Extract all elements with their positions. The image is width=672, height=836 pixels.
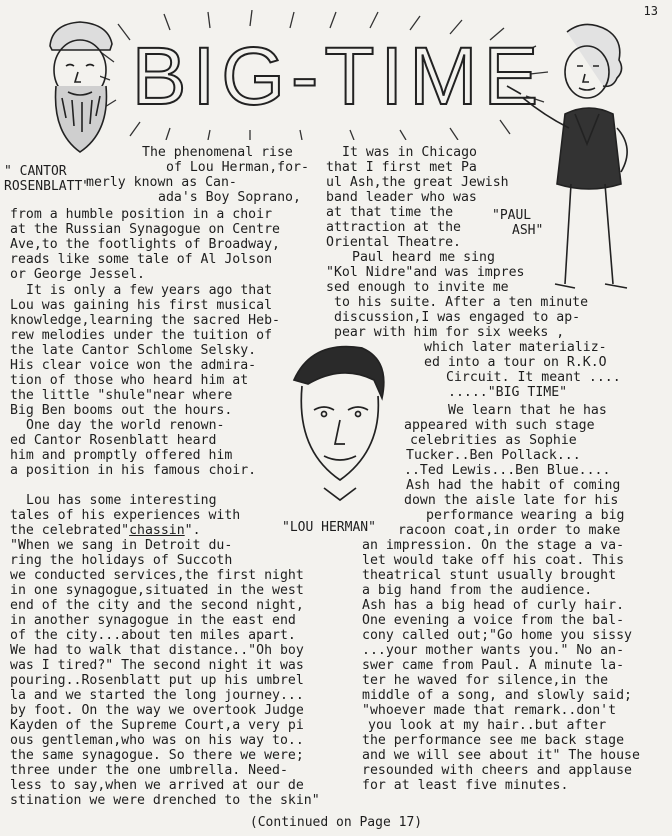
cantor-rosenblatt-portrait xyxy=(22,12,142,160)
text-line: Circuit. It meant .... xyxy=(446,370,621,385)
text-line: from a humble position in a choir xyxy=(10,207,273,222)
chassin-underlined-word: chassin xyxy=(129,523,185,538)
text-line: ring the holidays of Succoth xyxy=(10,553,233,568)
text-line: the little "shule"near where xyxy=(10,388,233,403)
cantor-caption-line1: " CANTOR xyxy=(4,164,67,179)
text-line: or George Jessel. xyxy=(10,267,145,282)
text-line: in another synagogue in the east end xyxy=(10,613,296,628)
text-line: ul Ash,the great Jewish xyxy=(326,175,509,190)
lou-herman-caption: "LOU HERMAN" xyxy=(282,520,376,535)
page-number: 13 xyxy=(643,4,658,18)
text-line: at the Russian Synagogue on Centre xyxy=(10,222,280,237)
text-line: the performance see me back stage xyxy=(362,733,625,748)
text-line: swer came from Paul. A minute la- xyxy=(362,658,625,673)
text-line: three under the one umbrella. Need- xyxy=(10,763,288,778)
text-line: ada's Boy Soprano, xyxy=(158,190,301,205)
text-line: One evening a voice from the bal- xyxy=(362,613,625,628)
text-line: knowledge,learning the sacred Heb- xyxy=(10,313,280,328)
text-line: Lou has some interesting xyxy=(26,493,217,508)
text-line: reads like some tale of Al Jolson xyxy=(10,252,273,267)
text-line: was I tired?" The second night it was xyxy=(10,658,304,673)
text-line: Ave,to the footlights of Broadway, xyxy=(10,237,280,252)
text-line: One day the world renown- xyxy=(26,418,225,433)
text-line: We had to walk that distance.."Oh boy xyxy=(10,643,304,658)
text-line: ..Ted Lewis...Ben Blue.... xyxy=(404,463,611,478)
text-line: discussion,I was engaged to ap- xyxy=(334,310,581,325)
text-line: ed into a tour on R.K.O xyxy=(424,355,607,370)
text-line: Tucker..Ben Pollack... xyxy=(406,448,581,463)
text-line: "Kol Nidre"and was impres xyxy=(326,265,525,280)
text-line: ter he waved for silence,in the xyxy=(362,673,609,688)
text-line: let would take off his coat. This xyxy=(362,553,625,568)
text-line: performance wearing a big xyxy=(426,508,625,523)
text-line: "When we sang in Detroit du- xyxy=(10,538,233,553)
text-line: cony called out;"Go home you sissy xyxy=(362,628,632,643)
text-line: Paul heard me sing xyxy=(352,250,495,265)
text-line: "whoever made that remark..don't xyxy=(362,703,617,718)
text-line: It is only a few years ago that xyxy=(26,283,273,298)
text-line: His clear voice won the admira- xyxy=(10,358,257,373)
text-line: Ash has a big head of curly hair. xyxy=(362,598,625,613)
text-line: resounded with cheers and applause xyxy=(362,763,632,778)
text-line: band leader who was xyxy=(326,190,477,205)
text-line: rew melodies under the tuition of xyxy=(10,328,273,343)
text-line: pear with him for six weeks , xyxy=(334,325,565,340)
text-line: Lou was gaining his first musical xyxy=(10,298,273,313)
paul-ash-caption-line1: "PAUL xyxy=(492,208,532,223)
text-line: attraction at the xyxy=(326,220,461,235)
text-line-chassin xyxy=(10,524,201,538)
text-line: la and we started the long journey... xyxy=(10,688,304,703)
text-line: that I first met Pa xyxy=(326,160,477,175)
text-line: It was in Chicago xyxy=(342,145,477,160)
headline-title: BIG-TIME xyxy=(131,31,545,122)
text-line: theatrical stunt usually brought xyxy=(362,568,617,583)
text-line: of the city...about ten miles apart. xyxy=(10,628,296,643)
text-line: end of the city and the second night, xyxy=(10,598,304,613)
text-line: you look at my hair..but after xyxy=(368,718,607,733)
paul-ash-caption-line2: ASH" xyxy=(512,223,544,238)
text-line: celebrities as Sophie xyxy=(410,433,577,448)
text-line: down the aisle late for his xyxy=(404,493,619,508)
paul-ash-caricature xyxy=(505,18,665,318)
continued-footer: (Continued on Page 17) xyxy=(249,815,423,830)
text-line: and we will see about it" The house xyxy=(362,748,640,763)
text-line: We learn that he has xyxy=(448,403,607,418)
text-line: Oriental Theatre. xyxy=(326,235,461,250)
text-line: Kayden of the Supreme Court,a very pi xyxy=(10,718,304,733)
text-line: ed Cantor Rosenblatt heard xyxy=(10,433,217,448)
text-line: stination we were drenched to the skin" xyxy=(10,793,320,808)
text-line: the late Cantor Schlome Selsky. xyxy=(10,343,257,358)
text-line: a big hand from the audience. xyxy=(362,583,593,598)
text-line: at that time the xyxy=(326,205,454,220)
text-line: him and promptly offered him xyxy=(10,448,233,463)
text-line: appeared with such stage xyxy=(404,418,595,433)
text-line: which later materializ- xyxy=(424,340,607,355)
text-line: The phenomenal rise xyxy=(142,145,293,160)
text-line: for at least five minutes. xyxy=(362,778,569,793)
cantor-caption-line2: ROSENBLATT" xyxy=(4,179,91,194)
text-line: a position in his famous choir. xyxy=(10,463,257,478)
text-line: to his suite. After a ten minute xyxy=(334,295,589,310)
text-line: ....."BIG TIME" xyxy=(448,385,568,400)
text-line: racoon coat,in order to make xyxy=(398,523,621,538)
text-line: Ash had the habit of coming xyxy=(406,478,621,493)
lou-herman-portrait xyxy=(282,340,402,506)
text-line: an impression. On the stage a va- xyxy=(362,538,625,553)
text-fragment: the celebrated" xyxy=(10,523,130,538)
text-line: tion of those who heard him at xyxy=(10,373,249,388)
text-fragment: ". xyxy=(184,523,201,538)
text-line: sed enough to invite me xyxy=(326,280,509,295)
text-line: by foot. On the way we overtook Judge xyxy=(10,703,304,718)
text-line: middle of a song, and slowly said; xyxy=(362,688,632,703)
text-line: the same synagogue. So there we were; xyxy=(10,748,304,763)
text-line: Big Ben booms out the hours. xyxy=(10,403,233,418)
text-line: of Lou Herman,for- xyxy=(166,160,309,175)
text-line: in one synagogue,situated in the west xyxy=(10,583,304,598)
text-line: tales of his experiences with xyxy=(10,508,241,523)
text-line: we conducted services,the first night xyxy=(10,568,304,583)
text-line: ous gentleman,who was on his way to.. xyxy=(10,733,304,748)
text-line: less to say,when we arrived at our de xyxy=(10,778,304,793)
text-line: ...your mother wants you." No an- xyxy=(362,643,625,658)
text-line: pouring..Rosenblatt put up his umbrel xyxy=(10,673,304,688)
text-line: merly known as Can- xyxy=(86,175,237,190)
